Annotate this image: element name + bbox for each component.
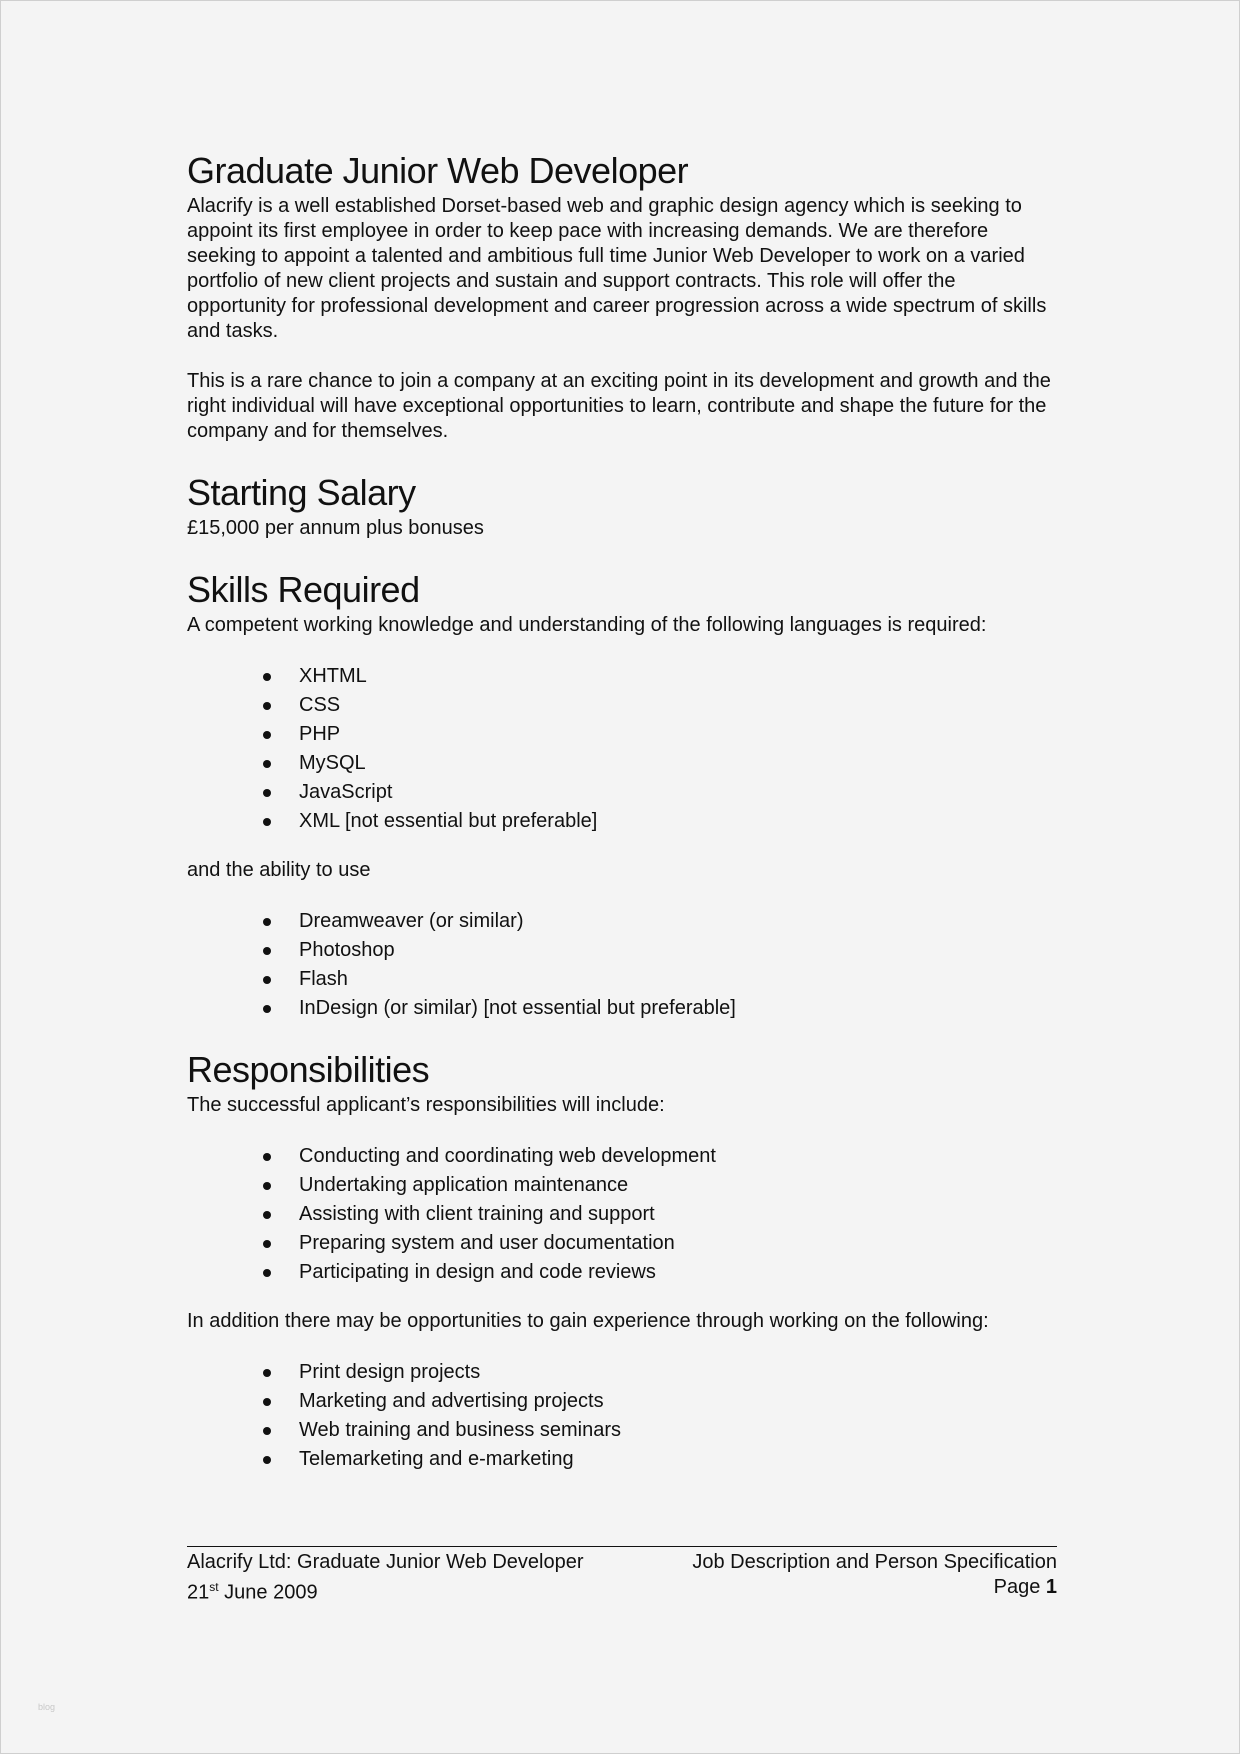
list-item: InDesign (or similar) [not essential but preferable]	[187, 994, 1057, 1023]
footer-company-title: Alacrify Ltd: Graduate Junior Web Developer	[187, 1551, 584, 1573]
list-item: JavaScript	[187, 778, 1057, 807]
responsibilities-heading: Responsibilities	[187, 1049, 430, 1090]
list-item: Print design projects	[187, 1358, 1057, 1387]
bullet-icon	[263, 976, 271, 984]
bullet-icon	[263, 1369, 271, 1377]
bullet-icon	[263, 760, 271, 768]
list-item: XML [not essential but preferable]	[187, 807, 1057, 836]
list-item: Dreamweaver (or similar)	[187, 907, 1057, 936]
list-item: Web training and business seminars	[187, 1416, 1057, 1445]
bullet-icon	[263, 1005, 271, 1013]
list-item: Preparing system and user documentation	[187, 1229, 1057, 1258]
bullet-icon	[263, 1153, 271, 1161]
responsibilities-intro: The successful applicant’s responsibilities will include:	[187, 1094, 665, 1116]
intro-paragraph-2: This is a rare chance to join a company at an exciting point in its development and growth and the right individual will have exceptional opportunities to learn, contribute and shape the future for the company and for themselves.	[187, 370, 1051, 442]
intro-paragraph-1: Alacrify is a well established Dorset-based web and graphic design agency which is seeking to appoint its first employee in order to keep pace with increasing demands. We are therefore seeking to appoint a talented and ambitious full time Junior Web Developer to work on a varied portfolio of new client projects and sustain and support contracts. This role will offer the opportunity for professional development and career progression across a wide spectrum of skills and tasks.	[187, 195, 1047, 342]
additional-list	[187, 1358, 1057, 1474]
skills-section	[187, 567, 1057, 1023]
bullet-icon	[263, 1398, 271, 1406]
document-title: Graduate Junior Web Developer	[187, 150, 689, 191]
list-item: Flash	[187, 965, 1057, 994]
list-item: Participating in design and code reviews	[187, 1258, 1057, 1287]
footer-doc-type: Job Description and Person Specification	[692, 1551, 1057, 1573]
list-item: Conducting and coordinating web development	[187, 1142, 1057, 1171]
footer-date: 21st June 2009	[187, 1580, 318, 1604]
list-item: PHP	[187, 720, 1057, 749]
list-item: Telemarketing and e-marketing	[187, 1445, 1057, 1474]
tools-intro: and the ability to use	[187, 859, 371, 881]
skills-intro: A competent working knowledge and understanding of the following languages is required:	[187, 614, 987, 636]
bullet-icon	[263, 947, 271, 955]
bullet-icon	[263, 1456, 271, 1464]
bullet-icon	[263, 1269, 271, 1277]
bullet-icon	[263, 702, 271, 710]
list-item: Marketing and advertising projects	[187, 1387, 1057, 1416]
bullet-icon	[263, 1182, 271, 1190]
list-item: Photoshop	[187, 936, 1057, 965]
page-footer	[187, 1546, 1057, 1606]
languages-list	[187, 662, 1057, 836]
bullet-icon	[263, 818, 271, 826]
bullet-icon	[263, 1240, 271, 1248]
list-item: CSS	[187, 691, 1057, 720]
footer-page-number: Page 1	[993, 1576, 1057, 1598]
responsibilities-section	[187, 1047, 1057, 1474]
skills-heading: Skills Required	[187, 569, 420, 610]
list-item: Undertaking application maintenance	[187, 1171, 1057, 1200]
bullet-icon	[263, 918, 271, 926]
bullet-icon	[263, 673, 271, 681]
bullet-icon	[263, 789, 271, 797]
bullet-icon	[263, 1211, 271, 1219]
list-item: Assisting with client training and support	[187, 1200, 1057, 1229]
list-item: XHTML	[187, 662, 1057, 691]
salary-section	[187, 470, 1057, 541]
responsibilities-list	[187, 1142, 1057, 1287]
additional-intro: In addition there may be opportunities to gain experience through working on the following:	[187, 1310, 989, 1332]
document-body	[187, 148, 1057, 1474]
bullet-icon	[263, 1427, 271, 1435]
tools-list	[187, 907, 1057, 1023]
bullet-icon	[263, 731, 271, 739]
salary-text: £15,000 per annum plus bonuses	[187, 517, 484, 539]
list-item: MySQL	[187, 749, 1057, 778]
watermark-text: blog	[38, 1702, 56, 1712]
salary-heading: Starting Salary	[187, 472, 416, 513]
